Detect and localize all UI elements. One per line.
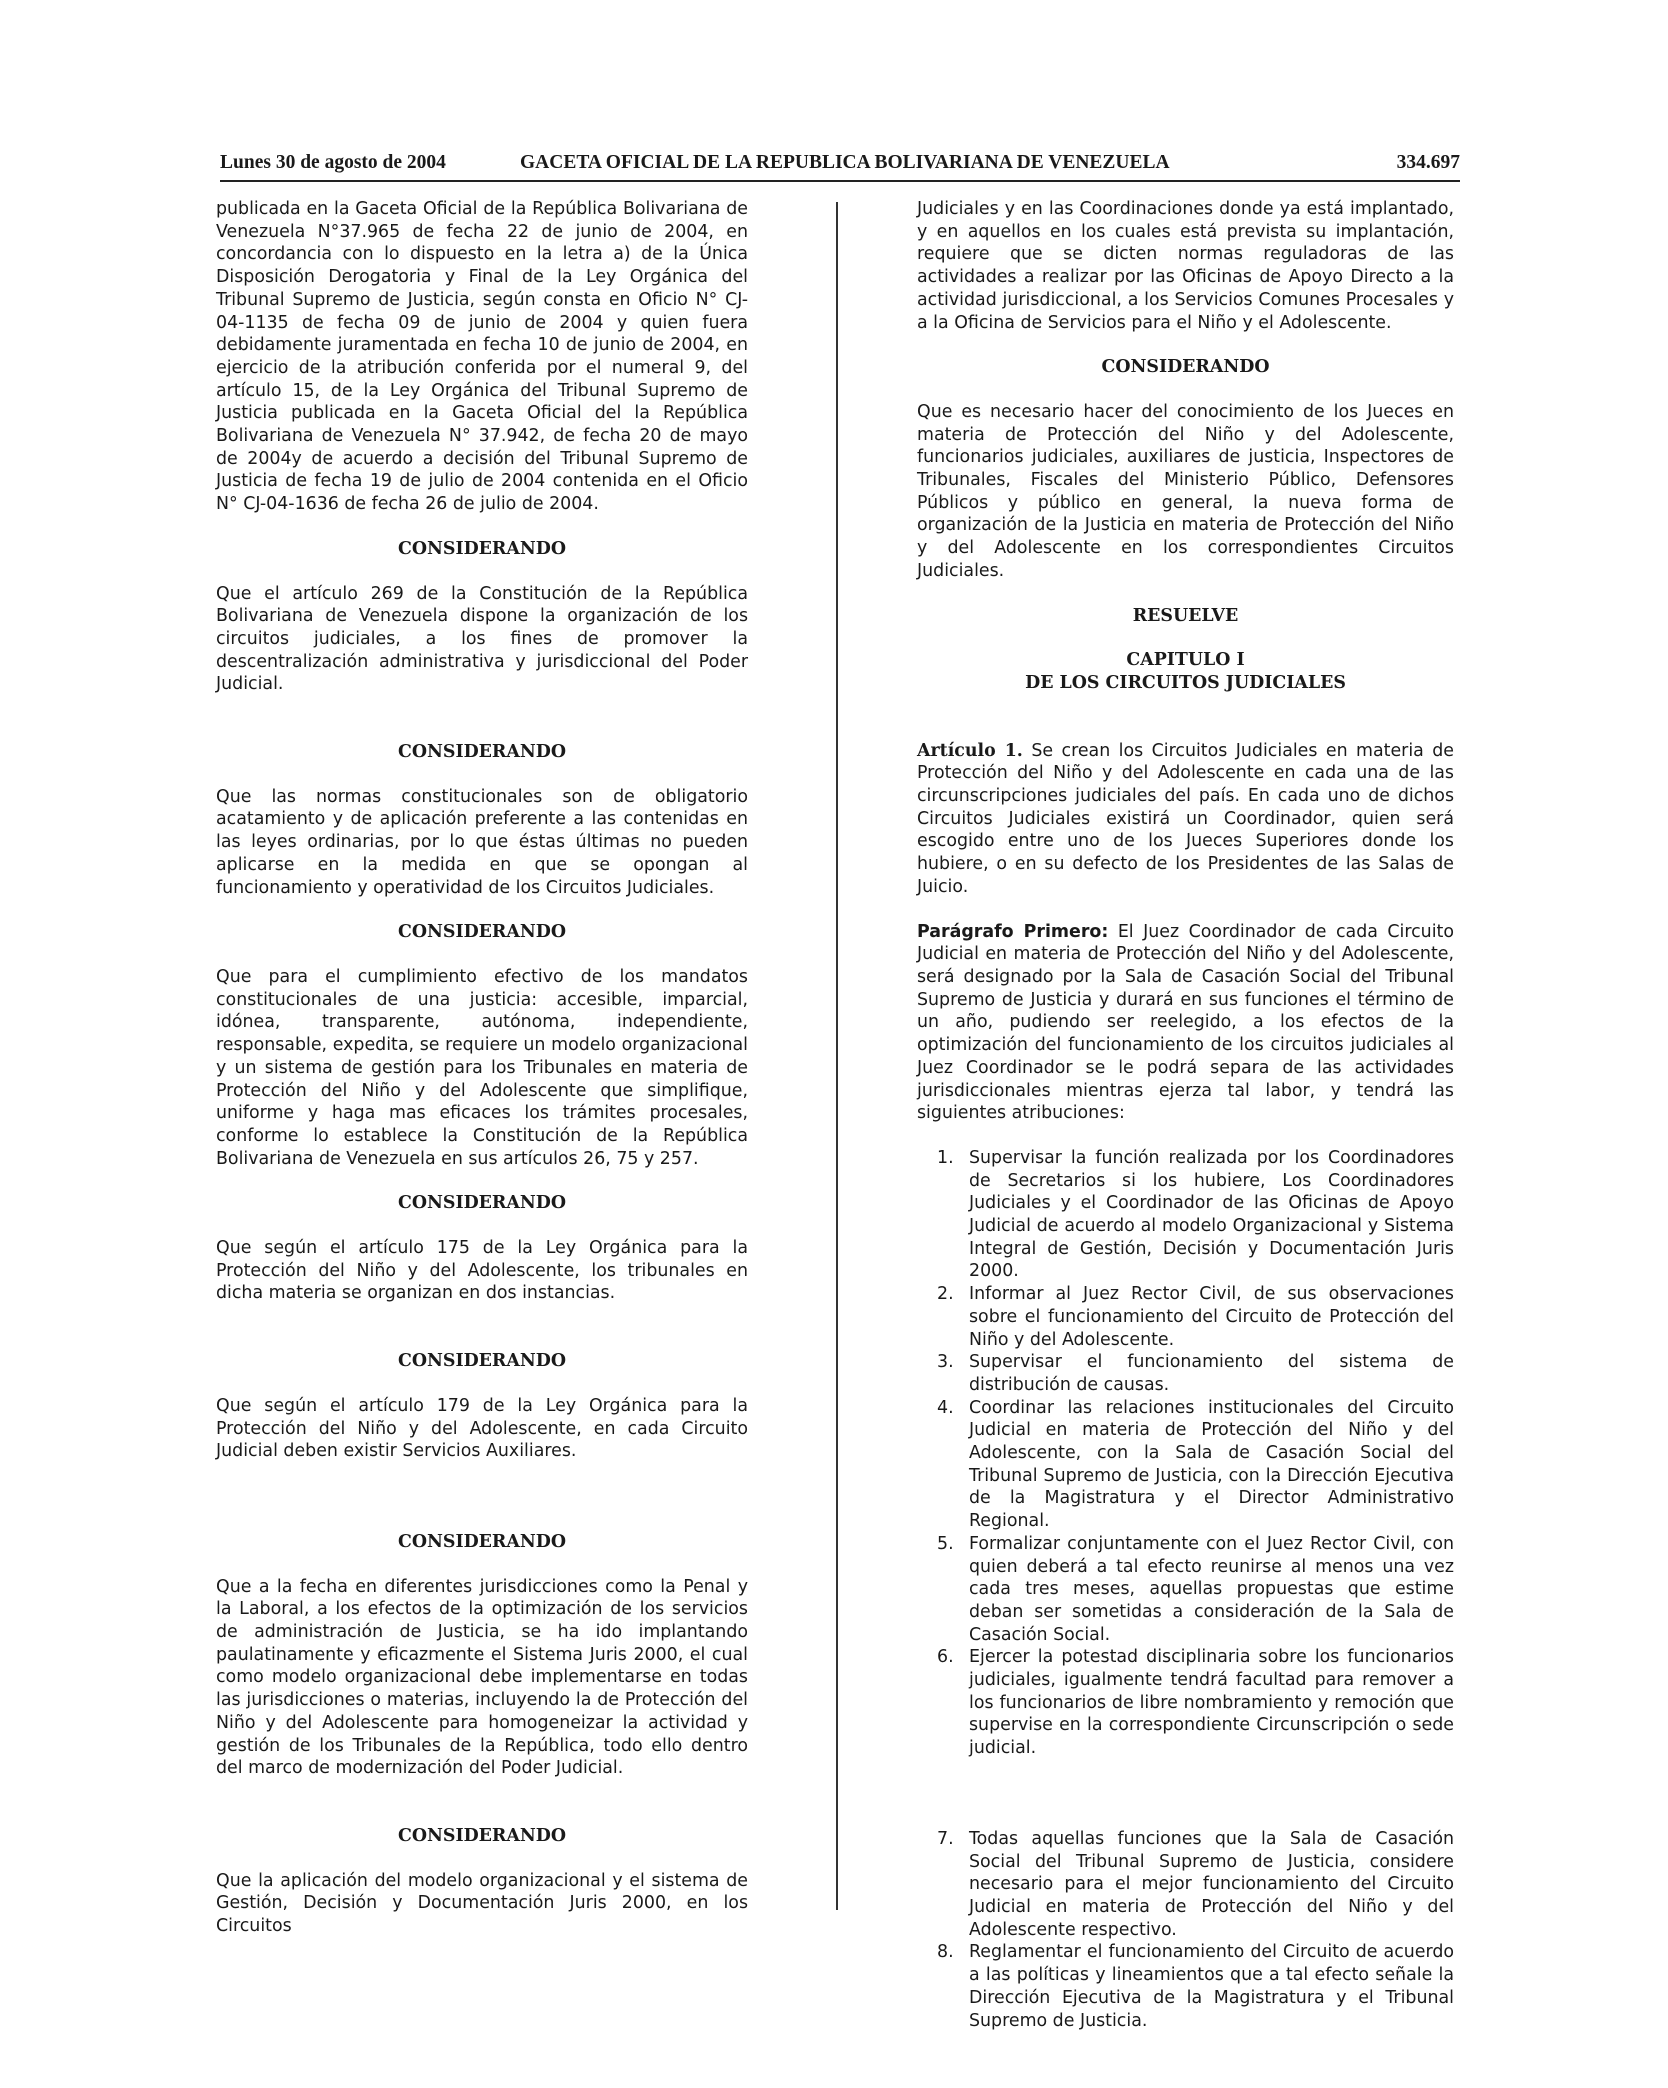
considerando-heading: CONSIDERANDO [398, 1531, 566, 1552]
list-item [917, 1351, 1454, 1396]
left-intro-paragraph: publicada en la Gaceta Oficial de la República Bolivariana de Venezuela N°37.965 de fecha 22 de junio de 2004, en concordancia con lo dispuesto en la letra a) de la Única Disposición Derogatoria y Final de la Ley Orgánica del Tribunal Supremo de Justicia, según consta en Oficio N° CJ-04-1135 de fecha 09 de junio de 2004 y quien fuera debidamente juramentada en fecha 10 de junio de 2004, en ejercicio de la atribución conferida por el numeral 9, del artículo 15, de la Ley Orgánica del Tribunal Supremo de Justicia publicada en la Gaceta Oficial del la República Bolivariana de Venezuela N° 37.942, de fecha 20 de mayo de 2004y de acuerdo a decisión del Tribunal Supremo de Justicia de fecha 19 de julio de 2004 contenida en el Oficio N° CJ-04-1636 de fecha 26 de julio de 2004. [216, 199, 748, 515]
list-item-number: 4. [937, 1397, 954, 1418]
considerando-heading: CONSIDERANDO [398, 1825, 566, 1846]
list-item [917, 1533, 1454, 1647]
paragrafo-primero-text: El Juez Coordinador de cada Circuito Judicial en materia de Protección del Niño y del Adolescente, será designado por la Sala de Casación Social del Tribunal Supremo de Justicia y durará en sus funciones el término de un año, pudiendo ser reelegido, a los efectos de la optimización del funcionamiento de los circuitos judiciales al Juez Coordinador se le podrá separa de las actividades jurisdiccionales mientras ejerza tal labor, y tendrá las siguientes atribuciones: [917, 921, 1454, 1124]
list-item-number: 5. [937, 1533, 954, 1554]
list-item-text: Todas aquellas funciones que la Sala de Casación Social del Tribunal Supremo de Justicia, considere necesario para el mejor funcionamiento del Circuito Judicial en materia de Protección del Niño y del Adolescente respectivo. [969, 1828, 1454, 1940]
considerando-paragraph: Que es necesario hacer del conocimiento de los Jueces en materia de Protección del Niño y del Adolescente, funcionarios judiciales, auxiliares de justicia, Inspectores de Tribunales, Fiscales del Ministerio Público, Defensores Públicos y público en general, la nueva forma de organización de la Justicia en materia de Protección del Niño y del Adolescente en los correspondientes Circuitos Judiciales. [917, 401, 1454, 581]
considerando-paragraph: Que para el cumplimiento efectivo de los mandatos constitucionales de una justicia: accesible, imparcial, idónea, transparente, autónoma, independiente, responsable, expedita, se requiere un modelo organizacional y un sistema de gestión para los Tribunales en materia de Protección del Niño y del Adolescente que simplifique, uniforme y haga mas eficaces los trámites procesales, conforme lo establece la Constitución de la República Bolivariana de Venezuela en sus artículos 26, 75 y 257. [216, 966, 748, 1169]
list-item-number: 1. [937, 1147, 954, 1168]
header-date: Lunes 30 de agosto de 2004 [220, 152, 446, 173]
resuelve-heading: RESUELVE [1132, 605, 1239, 626]
list-item-number: 7. [937, 1828, 954, 1849]
list-item [917, 1828, 1454, 1942]
right-column [917, 198, 1454, 2032]
considerando-paragraph: Que las normas constitucionales son de obligatorio acatamiento y de aplicación preferente a las contenidas en las leyes ordinarias, por lo que éstas últimas no pueden aplicarse en la medida en que se opongan al funcionamiento y operatividad de los Circuitos Judiciales. [216, 786, 748, 898]
list-item [917, 1283, 1454, 1351]
considerando-paragraph: Que la aplicación del modelo organizacional y el sistema de Gestión, Decisión y Documentación Juris 2000, en los Circuitos [216, 1870, 748, 1937]
list-item [917, 1147, 1454, 1283]
paragrafo-primero [917, 921, 1454, 1125]
header-title: GACETA OFICIAL DE LA REPUBLICA BOLIVARIANA DE VENEZUELA [520, 152, 1170, 173]
considerando-paragraph: Que según el artículo 175 de la Ley Orgánica para la Protección del Niño y del Adolescente, los tribunales en dicha materia se organizan en dos instancias. [216, 1238, 748, 1304]
list-item-text: Coordinar las relaciones institucionales del Circuito Judicial en materia de Protección del Niño y del Adolescente, con la Sala de Casación Social del Tribunal Supremo de Justicia, con la Dirección Ejecutiva de la Magistratura y el Director Administrativo Regional. [969, 1397, 1454, 1532]
article-1-paragraph [917, 740, 1454, 899]
list-item [917, 1397, 1454, 1533]
considerando-heading: CONSIDERANDO [398, 1351, 566, 1372]
considerando-paragraph: Que según el artículo 179 de la Ley Orgánica para la Protección del Niño y del Adolescente, en cada Circuito Judicial deben existir Servicios Auxiliares. [216, 1395, 748, 1462]
considerando-paragraph: Que a la fecha en diferentes jurisdicciones como la Penal y la Laboral, a los efectos de la optimización de los servicios de administración de Justicia, se ha ido implantando paulatinamente y eficazmente el Sistema Juris 2000, el cual como modelo organizacional debe implementarse en todas las jurisdicciones o materias, incluyendo la de Protección del Niño y del Adolescente para homogeneizar la actividad y gestión de los Tribunales de la República, todo ello dentro del marco de modernización del Poder Judicial. [216, 1576, 748, 1779]
header-page-number: 334.697 [1396, 152, 1460, 173]
list-item-number: 6. [937, 1647, 954, 1668]
considerando-heading: CONSIDERANDO [398, 538, 566, 559]
chapter-title: DE LOS CIRCUITOS JUDICIALES [1025, 672, 1346, 693]
list-item-text: Reglamentar el funcionamiento del Circuito de acuerdo a las políticas y lineamientos que a tal efecto señale la Dirección Ejecutiva de la Magistratura y el Tribunal Supremo de Justicia. [969, 1942, 1454, 2031]
list-item-text: Informar al Juez Rector Civil, de sus observaciones sobre el funcionamiento del Circuito de Protección del Niño y del Adolescente. [969, 1284, 1454, 1350]
considerando-heading: CONSIDERANDO [1101, 357, 1270, 378]
considerando-heading: CONSIDERANDO [398, 742, 566, 763]
list-item-text: Supervisar la función realizada por los Coordinadores de Secretarios si los hubiere, Los Coordinadores Judiciales y el Coordinador de las Oficinas de Apoyo Judicial de acuerdo al modelo Organizacional y Sistema Integral de Gestión, Decisión y Documentación Juris 2000. [969, 1147, 1454, 1282]
list-item-text: Ejercer la potestad disciplinaria sobre los funcionarios judiciales, igualmente tendrá facultad para remover a los funcionarios de libre nombramiento y remoción que supervise en la correspondiente Circunscripción o sede judicial. [969, 1647, 1454, 1759]
considerando-paragraph: Que el artículo 269 de la Constitución de la República Bolivariana de Venezuela dispone la organización de los circuitos judiciales, a los fines de promover la descentralización administrativa y jurisdiccional del Poder Judicial. [216, 583, 748, 695]
list-item-text: Supervisar el funcionamiento del sistema de distribución de causas. [969, 1352, 1454, 1395]
list-item-number: 2. [937, 1284, 954, 1305]
list-item [917, 1646, 1454, 1760]
chapter-heading: CAPITULO I [1126, 650, 1245, 671]
right-intro-paragraph: Judiciales y en las Coordinaciones donde ya está implantado, y en aquellos en los cuales está prevista su implantación, requiere que se dicten normas reguladoras de las actividades a realizar por las Oficinas de Apoyo Directo a la actividad jurisdiccional, a los Servicios Comunes Procesales y a la Oficina de Servicios para el Niño y el Adolescente. [917, 199, 1454, 333]
list-item-number: 3. [937, 1352, 954, 1373]
article-1-label: Artículo 1. [917, 740, 1023, 761]
article-1-text: Se crean los Circuitos Judiciales en materia de Protección del Niño y del Adolescente en cada una de las circunscripciones judiciales del país. En cada uno de dichos Circuitos Judiciales existirá un Coordinador, quien será escogido entre uno de los Jueces Superiores donde los hubiere, o en su defecto de los Presidentes de las Salas de Juicio. [917, 740, 1454, 897]
page-header [220, 150, 1460, 182]
considerando-heading: CONSIDERANDO [398, 922, 566, 943]
attributions-list [917, 1147, 1454, 2032]
list-item-number: 8. [937, 1942, 954, 1963]
considerando-heading: CONSIDERANDO [398, 1193, 566, 1214]
left-column [216, 198, 748, 1938]
column-divider [836, 202, 838, 1910]
paragrafo-primero-label: Parágrafo Primero: [917, 921, 1109, 942]
list-item [917, 1941, 1454, 2032]
list-item-text: Formalizar conjuntamente con el Juez Rector Civil, con quien deberá a tal efecto reunirse al menos una vez cada tres meses, aquellas propuestas que estime deban ser sometidas a consideración de la Sala de Casación Social. [969, 1533, 1454, 1645]
